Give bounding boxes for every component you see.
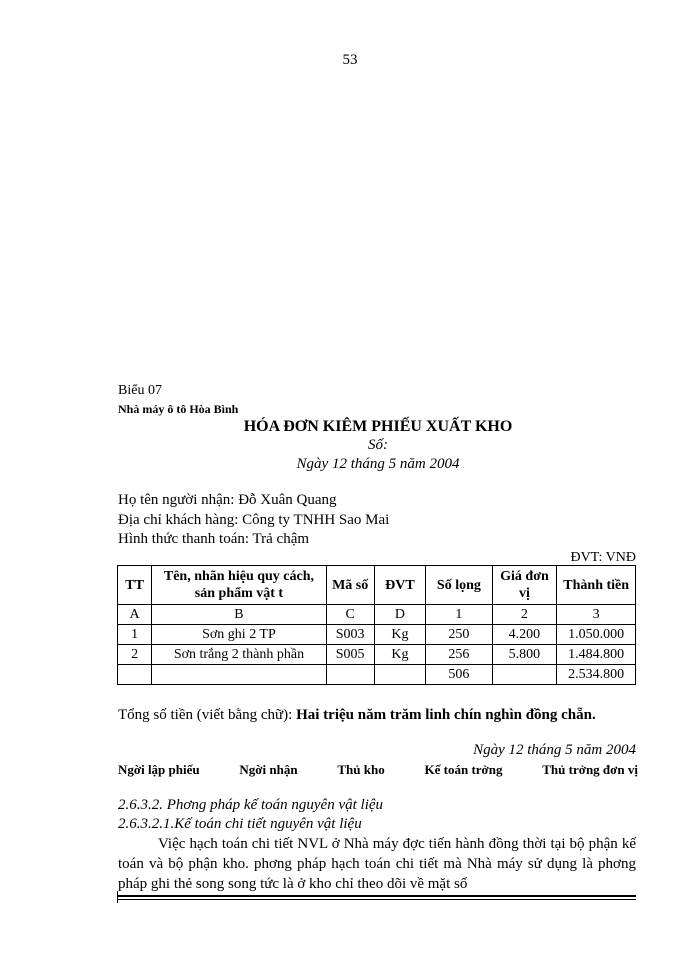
total-in-words [118, 705, 636, 725]
table-code-row [118, 605, 636, 625]
code-cell: D [374, 605, 426, 625]
form-title: HÓA ĐƠN KIÊM PHIẾU XUẤT KHO [243, 418, 513, 435]
table-cell: Kg [374, 645, 426, 665]
table-row [118, 645, 636, 665]
signature-director: Thủ trởng đơn vị [542, 762, 638, 777]
table-cell: Sơn ghi 2 TP [152, 625, 327, 645]
page-number: 53 [342, 52, 358, 68]
table-cell [492, 665, 557, 685]
table-cell [374, 665, 426, 685]
header-cell: Thành tiền [557, 566, 636, 605]
table-cell: Sơn trắng 2 thành phần [152, 645, 327, 665]
signature-preparer: Ngời lập phiếu [118, 762, 200, 777]
table-cell: 250 [426, 625, 492, 645]
body-paragraph: Việc hạch toán chi tiết NVL ở Nhà máy đợc tiến hành đồng thời tại bộ phận kế toán và bộ phận kho. phơng pháp hạch toán chi tiết mà Nhà máy sử dụng là phơng pháp ghi thẻ song song tức là ở kho chỉ theo dõi về mặt số [118, 836, 636, 892]
table-cell: S005 [326, 645, 374, 665]
code-cell: 2 [492, 605, 557, 625]
total-value: Hai triệu năm trăm linh chín nghìn đồng chẵn. [296, 707, 596, 723]
footer-rule [118, 895, 636, 897]
code-cell: 1 [426, 605, 492, 625]
footer-rule-thin [118, 899, 636, 900]
table-cell: 5.800 [492, 645, 557, 665]
invoice-table [117, 565, 636, 685]
address-line: Địa chỉ khách hàng: Công ty TNHH Sao Mai [118, 512, 390, 528]
subsection-heading: 2.6.3.2.1.Kế toán chi tiết nguyên vật liệu [118, 816, 362, 832]
signature-storekeeper: Thủ kho [337, 762, 385, 777]
header-cell: Mã số [326, 566, 374, 605]
form-date: Ngày 12 tháng 5 năm 2004 [296, 456, 460, 472]
form-number: Số: [368, 437, 388, 453]
header-cell: Giá đơn vị [492, 566, 557, 605]
table-cell [326, 665, 374, 685]
table-cell: S003 [326, 625, 374, 645]
table-cell: 2 [118, 645, 152, 665]
header-cell: ĐVT [374, 566, 426, 605]
table-cell: 1.484.800 [557, 645, 636, 665]
payment-line: Hình thức thanh toán: Trả chậm [118, 531, 310, 547]
code-cell: 3 [557, 605, 636, 625]
header-cell: Số lọng [426, 566, 492, 605]
receiver-line: Họ tên người nhận: Đỗ Xuân Quang [118, 492, 337, 508]
table-cell [118, 665, 152, 685]
table-cell: 2.534.800 [557, 665, 636, 685]
table-cell [152, 665, 327, 685]
factory-name: Nhà máy ô tô Hòa Bình [118, 402, 239, 416]
table-cell: 1.050.000 [557, 625, 636, 645]
total-label: Tổng số tiền (viết bằng chữ): [118, 707, 297, 723]
signature-date: Ngày 12 tháng 5 năm 2004 [473, 742, 636, 758]
code-cell: A [118, 605, 152, 625]
table-cell: 4.200 [492, 625, 557, 645]
form-label: Biểu 07 [118, 383, 162, 398]
table-cell: 256 [426, 645, 492, 665]
table-total-row [118, 665, 636, 685]
header-cell: TT [118, 566, 152, 605]
header-cell: Tên, nhãn hiệu quy cách, sản phẩm vật t [152, 566, 327, 605]
signature-chief-accountant: Kế toán trởng [424, 762, 503, 777]
section-heading: 2.6.3.2. Phơng pháp kế toán nguyên vật liệu [118, 797, 384, 813]
code-cell: B [152, 605, 327, 625]
table-header-row [118, 566, 636, 605]
table-row [118, 625, 636, 645]
signature-receiver: Ngời nhận [239, 762, 298, 777]
table-cell: 506 [426, 665, 492, 685]
currency-unit: ĐVT: VNĐ [570, 550, 636, 565]
signature-row [118, 762, 638, 778]
table-cell: 1 [118, 625, 152, 645]
footer-rule-tick [117, 891, 118, 903]
code-cell: C [326, 605, 374, 625]
table-cell: Kg [374, 625, 426, 645]
